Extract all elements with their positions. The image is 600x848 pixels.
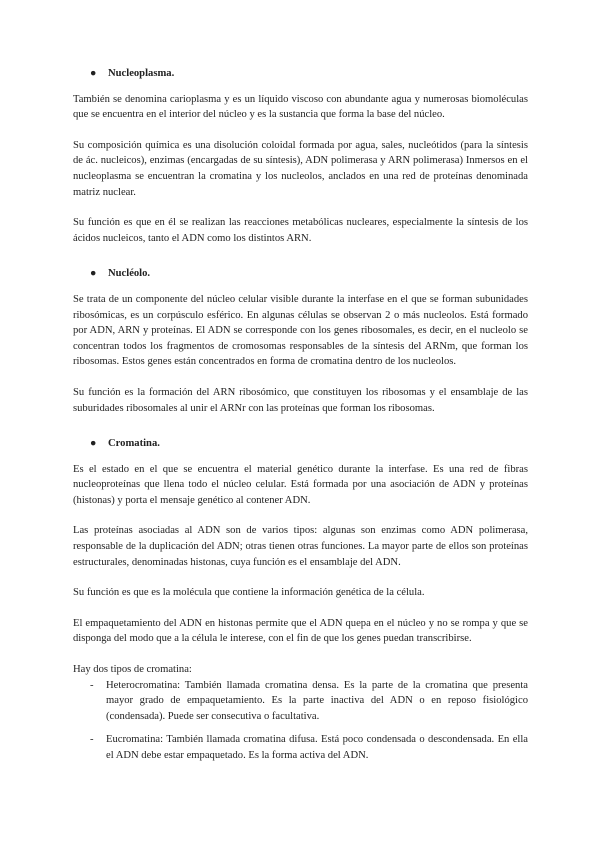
dash-icon: - xyxy=(90,734,94,746)
list-item xyxy=(73,678,528,725)
dash-icon: - xyxy=(90,679,94,691)
paragraph: También se denomina carioplasma y es un líquido viscoso con abundante agua y numerosas biomoléculas que se encuentra en el interior del núcleo y es la sustancia que forma la base del núcleo. xyxy=(73,93,528,121)
heading-text: Nucleoplasma. xyxy=(108,68,175,79)
bullet-icon: ● xyxy=(90,68,97,79)
document-page xyxy=(73,66,528,772)
types-intro: Hay dos tipos de cromatina: xyxy=(73,664,192,676)
heading-text: Nucléolo. xyxy=(108,268,151,280)
paragraph: Su composición química es una disolución coloidal formada por agua, sales, nucleótidos (para la síntesis de ác. nucleicos), enzimas (encargadas de su síntesis), ADN polimerasa y ARN polimerasa) Inmersos en el nucleoplasma se encuentran la cromatina y los nucleolos, anclados en una red de proteínas denominada matriz nuclear. xyxy=(73,139,528,198)
list-item-text: Heterocromatina: También llamada cromatina densa. Es la parte de la cromatina que presenta mayor grado de empaquetamiento. Es la parte inactiva del ADN o en reposo fisiológico (condensada). Puede ser consecutiva o facultativa. xyxy=(106,679,528,722)
paragraph: Su función es que es la molécula que contiene la información genética de la célula. xyxy=(73,587,425,599)
bullet-icon: ● xyxy=(90,268,97,280)
paragraph: El empaquetamiento del ADN en histonas permite que el ADN quepa en el núcleo y no se rompa y que se disponga del modo que a la célula le interese, con el fin de que los genes puedan transcribirse. xyxy=(73,617,528,645)
heading-nucleolo xyxy=(73,266,528,282)
paragraph: Es el estado en el que se encuentra el material genético durante la interfase. Es una red de fibras nucleoproteínas que llena todo el núcleo celular. Está formada por una asociación de ADN y proteínas (histonas) y porta el mensaje genético al contener ADN. xyxy=(73,463,528,506)
heading-text: Cromatina. xyxy=(108,438,160,450)
bullet-icon: ● xyxy=(90,438,97,450)
chromatin-types-list xyxy=(73,678,528,764)
heading-cromatina xyxy=(73,436,528,452)
list-item-text: Eucromatina: También llamada cromatina difusa. Está poco condensada o descondensada. En ella el ADN debe estar empaquetado. Es la forma activa del ADN. xyxy=(106,734,528,761)
paragraph: Las proteínas asociadas al ADN son de varios tipos: algunas son enzimas como ADN polimerasa, responsable de la duplicación del ADN; otras tienen otras funciones. La mayor parte de ellos son proteínas estructurales, denominadas histonas, cuya función es el ensamblaje del ADN. xyxy=(73,525,528,568)
paragraph: Se trata de un componente del núcleo celular visible durante la interfase en el que se forman subunidades ribosómicas, es un corpúsculo esférico. En algunas células se observan 2 o más nucleolos. Está formado por ADN, ARN y proteínas. El ADN se corresponde con los genes ribosomales, es decir, en el nucleolo se concentran todos los fragmentos de cromosomas responsables de la síntesis del ARNm, que forman los ribosomas. Estos genes están concentrados en forma de cromatina dentro de los nucleolos. xyxy=(73,293,528,368)
paragraph: Su función es la formación del ARN ribosómico, que constituyen los ribosomas y el ensamblaje de las suburidades ribosomales al unir el ARNr con las proteínas que forman los ribosomas. xyxy=(73,386,528,414)
heading-nucleoplasma xyxy=(73,66,528,82)
paragraph: Su función es que en él se realizan las reacciones metabólicas nucleares, especialmente la síntesis de los ácidos nucleicos, tanto el ADN como los distintos ARN. xyxy=(73,217,528,244)
list-item xyxy=(73,732,528,763)
